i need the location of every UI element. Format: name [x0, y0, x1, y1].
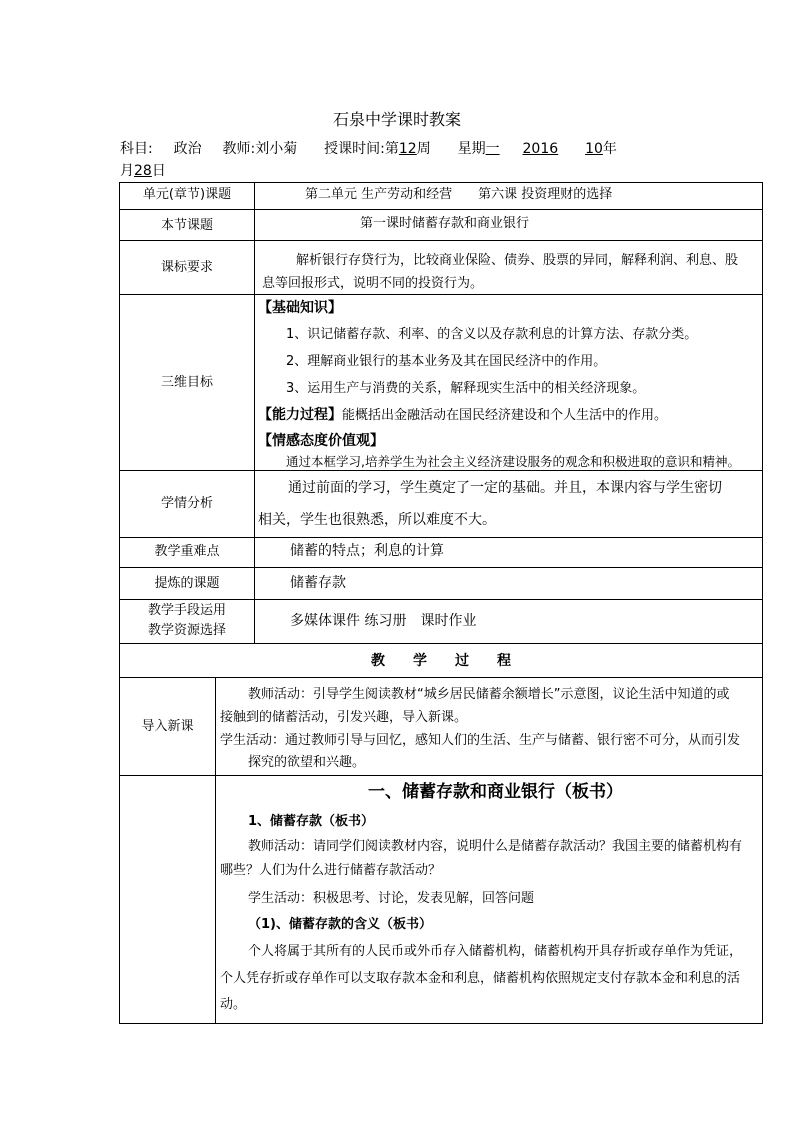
emotion-heading: 【情感态度价值观】 — [258, 433, 384, 449]
day-suffix: 日 — [151, 163, 166, 179]
document-title: 石泉中学课时教案 — [332, 110, 461, 129]
teacher-label: 教师: — [222, 141, 256, 157]
analysis-line-1: 通过前面的学习，学生奠定了一定的基础。并且，本课内容与学生密切 — [288, 480, 722, 496]
analysis-label: 学情分析 — [160, 496, 213, 511]
ability-row — [258, 404, 667, 427]
week-number: 12 — [398, 141, 417, 157]
standard-line-2: 息等回报形式，说明不同的投资行为。 — [262, 276, 484, 291]
means-label-1: 教学手段运用 — [147, 603, 226, 618]
basic-knowledge-item-1: 1、识记储蓄存款、利率、的含义以及存款利息的计算方法、存款分类。 — [286, 327, 698, 342]
standard-label: 课标要求 — [160, 260, 213, 275]
month-label: 月 — [120, 163, 134, 179]
intro-line-1: 教师活动：引导学生阅读教材“城乡居民储蓄余额增长”示意图，议论生活中知道的或 — [248, 687, 730, 702]
student-activity: 学生活动：积极思考、讨论，发表见解，回答问题 — [248, 891, 535, 906]
week-unit: 周 — [416, 141, 431, 157]
analysis-line-2: 相关，学生也很熟悉，所以难度不大。 — [258, 512, 496, 528]
key-points-label: 教学重难点 — [154, 544, 220, 559]
lesson-value: 第一课时储蓄存款和商业银行 — [360, 216, 530, 231]
section-heading: 一、储蓄存款和商业银行（板书） — [368, 782, 623, 802]
key-points-value: 储蓄的特点；利息的计算 — [290, 543, 444, 559]
intro-label: 导入新课 — [141, 719, 194, 734]
teacher-activity-line-2: 哪些？人们为什么进行储蓄存款活动？ — [220, 863, 442, 878]
section-subheading-1: 1、储蓄存款（板书） — [248, 814, 375, 829]
day-value: 28 — [134, 163, 152, 179]
intro-line-3: 学生活动：通过教师引导与回忆，感知人们的生活、生产与储蓄、银行密不可分，从而引发 — [220, 733, 741, 748]
time-label: 授课时间:第 — [324, 141, 399, 157]
weekday-value: 一 — [485, 141, 500, 157]
means-value: 多媒体课件 练习册 课时作业 — [290, 613, 477, 629]
year-suffix: 年 — [602, 141, 617, 157]
unit-value: 第二单元 生产劳动和经营 第六课 投资理财的选择 — [305, 187, 613, 202]
year-value: 2016 — [522, 141, 559, 157]
refined-topic-value: 储蓄存款 — [290, 575, 346, 591]
month-value: 10 — [585, 141, 603, 157]
emotion-text: 通过本框学习,培养学生为社会主义经济建设服务的观念和积极进取的意识和精神。 — [286, 454, 740, 469]
goals-label: 三维目标 — [160, 375, 213, 390]
basic-knowledge-item-3: 3、运用生产与消费的关系，解释现实生活中的相关经济现象。 — [286, 381, 646, 396]
definition-line-3: 动。 — [220, 997, 247, 1012]
refined-topic-label: 提炼的课题 — [154, 576, 220, 591]
basic-knowledge-item-2: 2、理解商业银行的基本业务及其在国民经济中的作用。 — [286, 354, 607, 369]
intro-line-4: 探究的欲望和兴趣。 — [248, 755, 366, 770]
ability-text: 能概括出金融活动在国民经济建设和个人生活中的作用。 — [342, 408, 668, 423]
ability-heading: 【能力过程】 — [258, 407, 342, 423]
process-heading: 教 学 过 程 — [371, 653, 511, 669]
definition-line-1: 个人将属于其所有的人民币或外币存入储蓄机构，储蓄机构开具存折或存单作为凭证， — [248, 944, 743, 959]
subject-label: 科目: — [120, 141, 153, 157]
lesson-meta-line — [120, 138, 617, 160]
section-subheading-2: （1)、储蓄存款的含义（板书） — [248, 917, 432, 932]
unit-label: 单元(章节)课题 — [142, 187, 232, 202]
lesson-label: 本节课题 — [160, 218, 213, 233]
subject-value: 政治 — [173, 141, 202, 157]
lesson-date-line — [120, 160, 166, 182]
means-label-2: 教学资源选择 — [147, 623, 226, 638]
teacher-activity-line-1: 教师活动：请同学们阅读教材内容，说明什么是储蓄存款活动？我国主要的储蓄机构有 — [248, 839, 743, 854]
definition-line-2: 个人凭存折或存单作可以支取存款本金和利息，储蓄机构依照规定支付存款本金和利息的活 — [220, 971, 741, 986]
intro-line-2: 接触到的储蓄活动，引发兴趣，导入新课。 — [220, 710, 468, 725]
teacher-value: 刘小菊 — [255, 141, 298, 157]
standard-line-1: 解析银行存贷行为，比较商业保险、债券、股票的异同，解释利润、利息、股 — [296, 253, 739, 268]
basic-knowledge-heading: 【基础知识】 — [258, 300, 342, 316]
weekday-label: 星期 — [457, 141, 486, 157]
